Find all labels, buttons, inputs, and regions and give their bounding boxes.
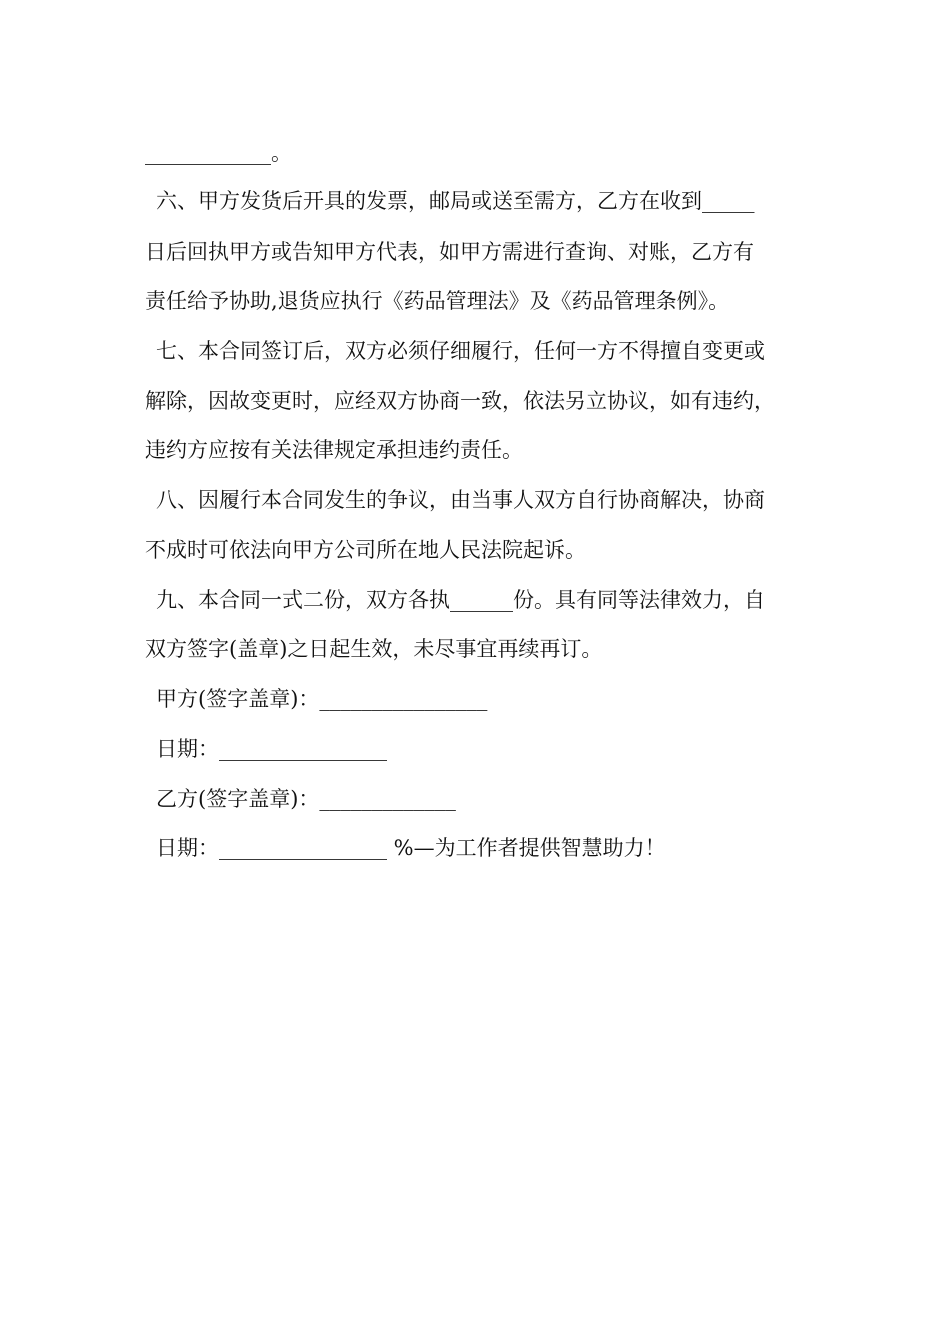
blank-line-end: ____________。: [145, 141, 292, 165]
clause-eight-line-2: 不成时可依法向甲方公司所在地人民法院起诉。: [145, 538, 586, 562]
party-b-date-and-footer: 日期：________________ %—为工作者提供智慧助力！: [156, 836, 666, 860]
clause-nine-line-2: 双方签字(盖章)之日起生效，未尽事宜再续再订。: [145, 637, 603, 661]
clause-seven-line-2: 解除，因故变更时，应经双方协商一致，依法另立协议，如有违约，: [145, 389, 775, 413]
party-a-signature: 甲方(签字盖章)：________________: [156, 687, 488, 711]
clause-six-line-2: 日后回执甲方或告知甲方代表，如甲方需进行查询、对账，乙方有: [145, 240, 754, 264]
clause-eight-line-1: 八、因履行本合同发生的争议，由当事人双方自行协商解决，协商: [156, 488, 765, 512]
clause-nine-line-1: 九、本合同一式二份，双方各执______份。具有同等法律效力，自: [156, 588, 765, 612]
party-b-signature: 乙方(签字盖章)：_____________: [156, 787, 456, 811]
clause-six-line-3: 责任给予协助,退货应执行《药品管理法》及《药品管理条例》。: [145, 289, 730, 313]
clause-seven-line-3: 违约方应按有关法律规定承担违约责任。: [145, 438, 523, 462]
clause-six-line-1: 六、甲方发货后开具的发票，邮局或送至需方，乙方在收到_____: [156, 189, 755, 213]
clause-seven-line-1: 七、本合同签订后，双方必须仔细履行，任何一方不得擅自变更或: [156, 339, 765, 363]
party-a-date: 日期：________________: [156, 737, 387, 761]
